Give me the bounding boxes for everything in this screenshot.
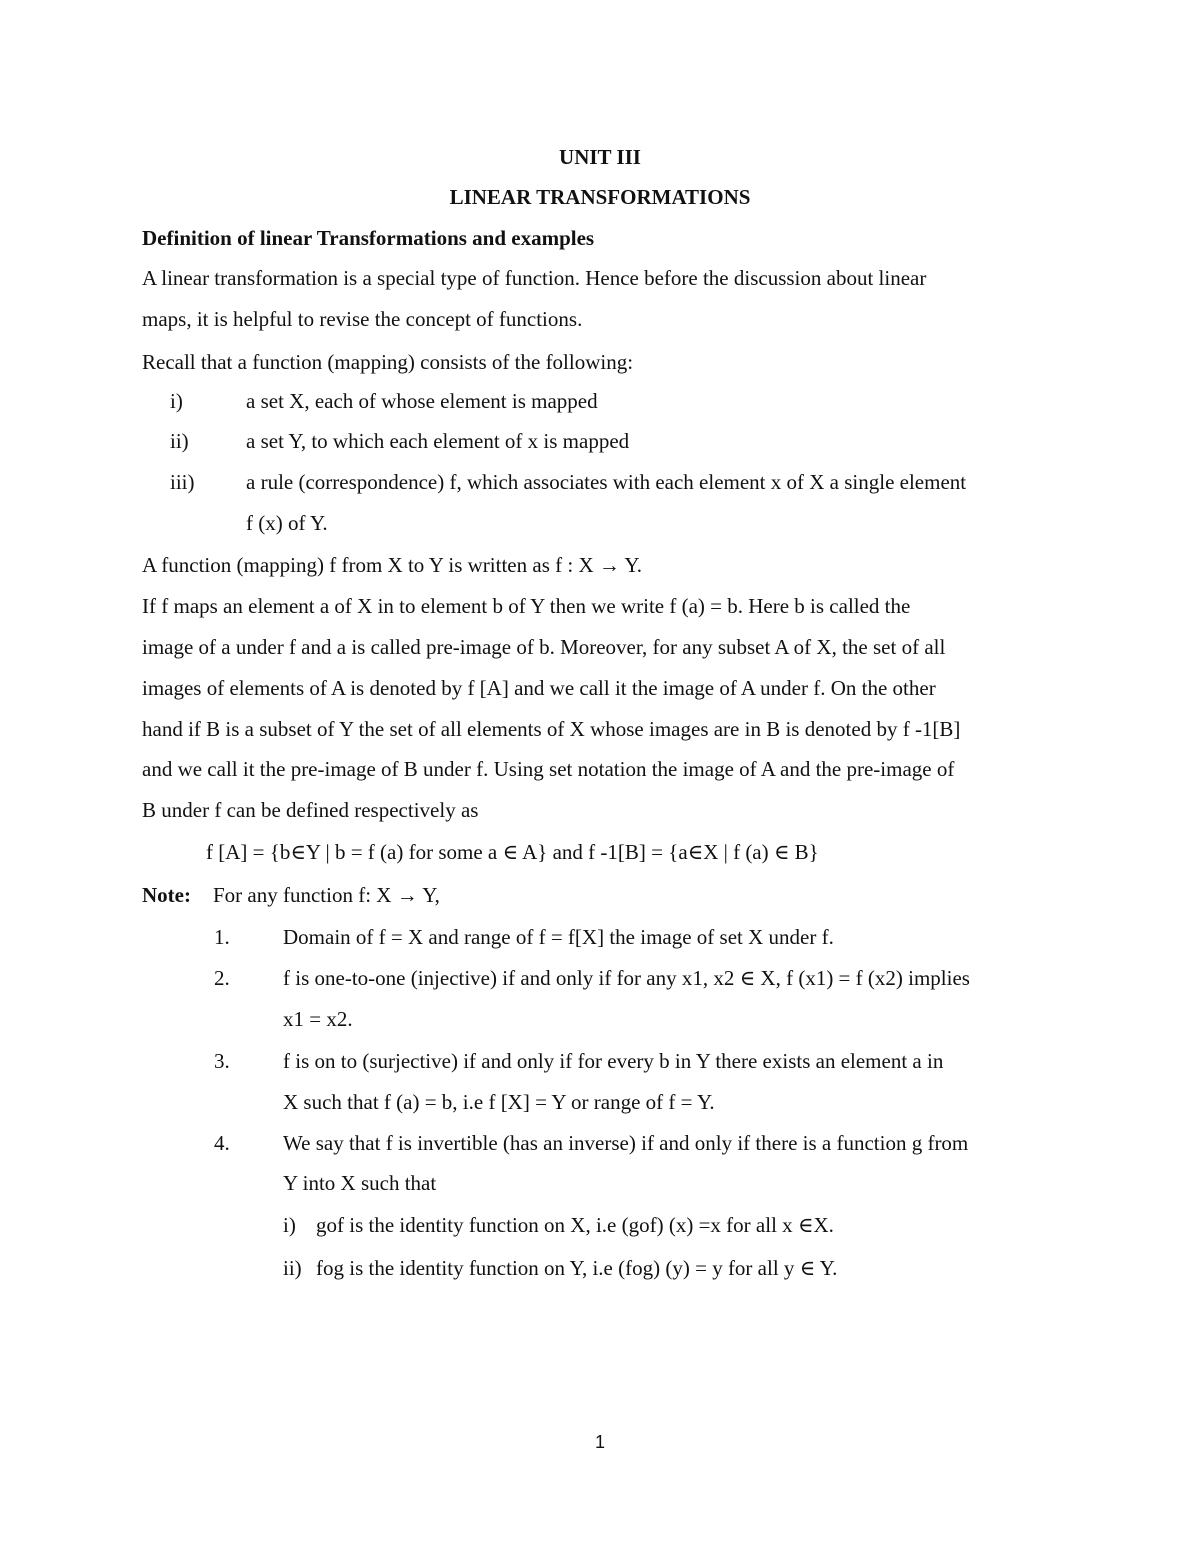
page-number: 1: [594, 1432, 605, 1452]
list-item-continuation: x1 = x2.: [283, 1007, 353, 1031]
list-marker: ii): [170, 429, 189, 453]
list-item: a rule (correspondence) f, which associates with each element x of X a single element: [246, 470, 967, 494]
list-item: a set Y, to which each element of x is mapped: [246, 429, 630, 453]
note-text: For any function f: X → Y,: [213, 883, 440, 907]
paragraph-line: image of a under f and a is called pre-image of b. Moreover, for any subset A of X, the set of all: [142, 635, 946, 659]
paragraph-line: B under f can be defined respectively as: [142, 798, 479, 822]
list-item-continuation: Y into X such that: [283, 1171, 437, 1195]
section-heading: Definition of linear Transformations and examples: [142, 226, 595, 250]
intro-line-1: A linear transformation is a special type of function. Hence before the discussion about linear: [142, 266, 927, 290]
paragraph-line: hand if B is a subset of Y the set of all elements of X whose images are in B is denoted by f -1[B]: [142, 717, 961, 741]
sub-list-marker: ii): [283, 1256, 302, 1280]
list-marker: 1.: [214, 925, 230, 949]
paragraph-line: If f maps an element a of X in to element b of Y then we write f (a) = b. Here b is called the: [142, 594, 911, 618]
list-item: a set X, each of whose element is mapped: [246, 389, 598, 413]
list-item-continuation: f (x) of Y.: [246, 511, 328, 535]
intro-line-2: maps, it is helpful to revise the concept of functions.: [142, 307, 583, 331]
paragraph-line: and we call it the pre-image of B under f. Using set notation the image of A and the pre-image of: [142, 757, 955, 781]
list-item-continuation: X such that f (a) = b, i.e f [X] = Y or range of f = Y.: [283, 1090, 715, 1114]
list-marker: iii): [170, 470, 195, 494]
sub-list-item: fog is the identity function on Y, i.e (fog) (y) = y for all y ∈ Y.: [316, 1256, 838, 1280]
paragraph-line: images of elements of A is denoted by f [A] and we call it the image of A under f. On the other: [142, 676, 936, 700]
page-title: LINEAR TRANSFORMATIONS: [449, 185, 751, 209]
sub-list-item: gof is the identity function on X, i.e (gof) (x) =x for all x ∈X.: [316, 1213, 834, 1237]
list-marker: 2.: [214, 966, 230, 990]
set-notation-formula: f [A] = {b∈Y | b = f (a) for some a ∈ A} and f -1[B] = {a∈X | f (a) ∈ B}: [206, 840, 819, 864]
list-item: f is one-to-one (injective) if and only if for any x1, x2 ∈ X, f (x1) = f (x2) implies: [283, 966, 970, 990]
list-item: Domain of f = X and range of f = f[X] the image of set X under f.: [283, 925, 834, 949]
list-marker: 3.: [214, 1049, 230, 1073]
list-item: We say that f is invertible (has an inverse) if and only if there is a function g from: [283, 1131, 969, 1155]
intro-line-3: Recall that a function (mapping) consists of the following:: [142, 350, 634, 374]
list-marker: i): [170, 389, 183, 413]
list-item: f is on to (surjective) if and only if for every b in Y there exists an element a in: [283, 1049, 944, 1073]
paragraph-line: A function (mapping) f from X to Y is written as f : X → Y.: [142, 553, 643, 577]
list-marker: 4.: [214, 1131, 230, 1155]
unit-heading: UNIT III: [559, 145, 641, 169]
note-label: Note:: [142, 883, 191, 907]
sub-list-marker: i): [283, 1213, 296, 1237]
